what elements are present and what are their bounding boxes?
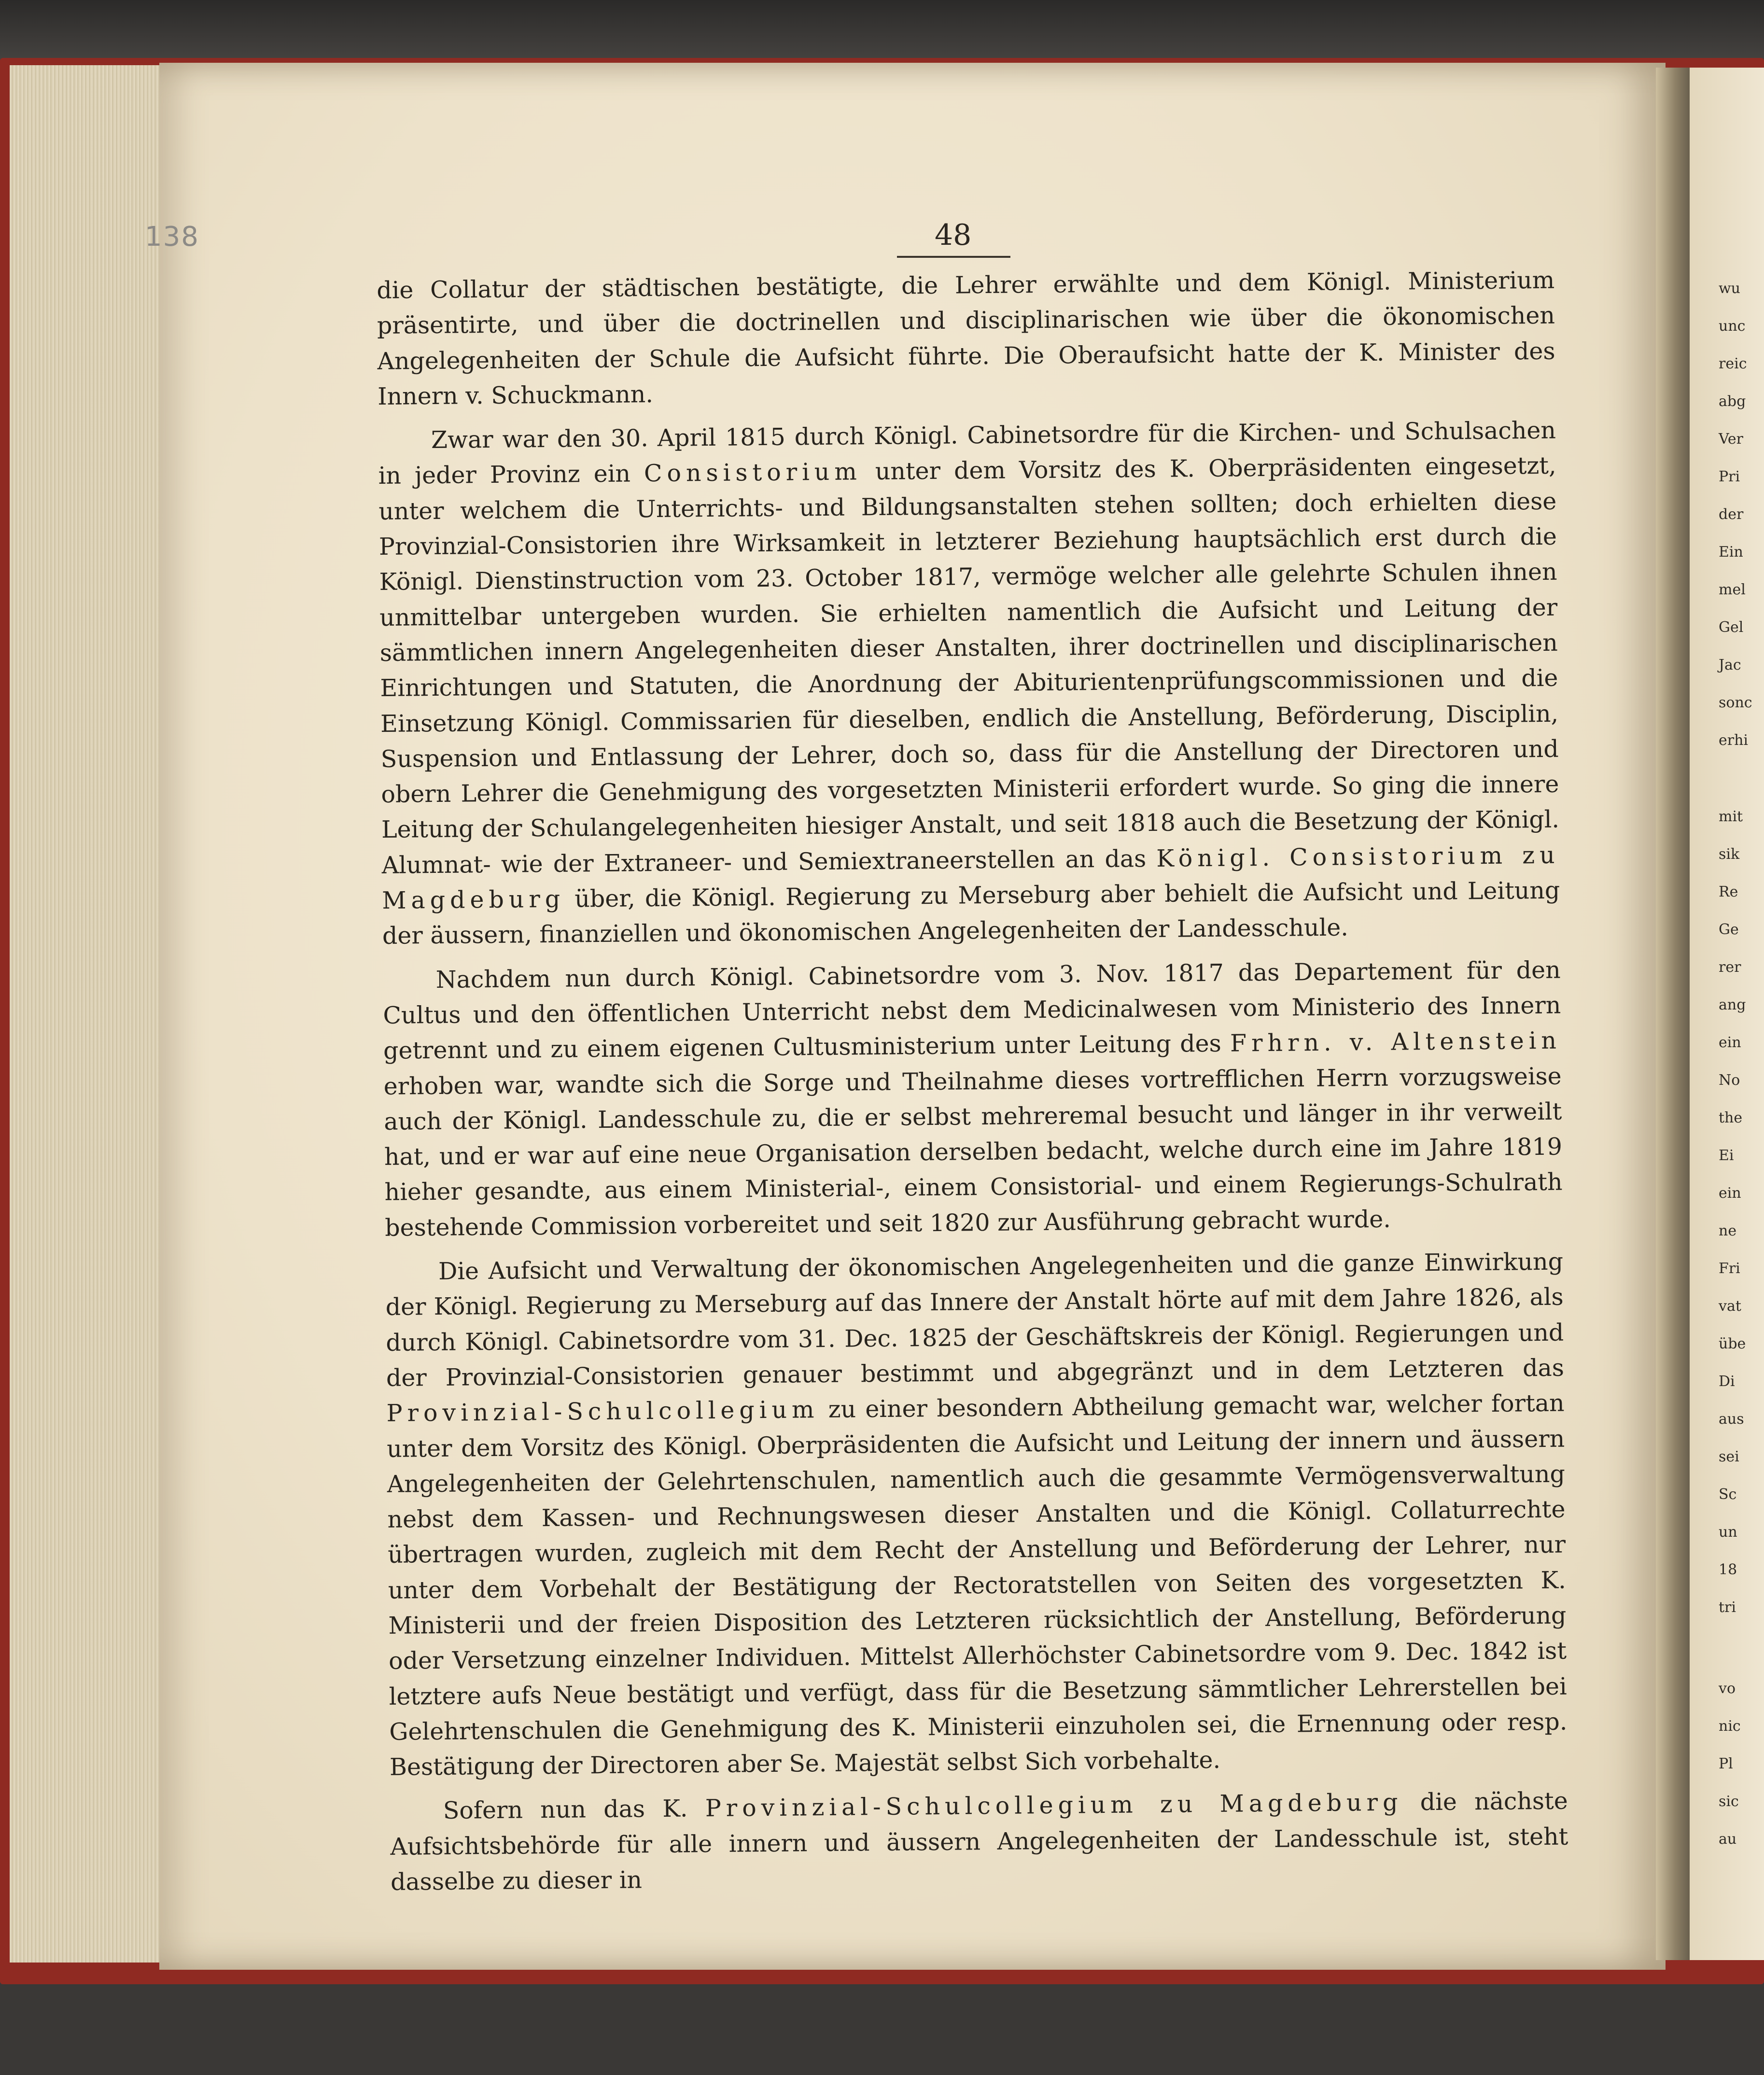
- facing-page-fragment: Pl: [1719, 1755, 1733, 1772]
- facing-page-fragment: der: [1719, 506, 1744, 523]
- facing-page-fragment: Gel: [1719, 619, 1744, 636]
- facing-page-fragment: sonc: [1719, 694, 1752, 711]
- facing-page-fragment: sic: [1719, 1793, 1739, 1810]
- facing-page-fragment: Re: [1719, 883, 1738, 900]
- facing-page-fragment: Ei: [1719, 1147, 1734, 1164]
- facing-page-fragment: sik: [1719, 846, 1740, 863]
- facing-page-fragment: Ge: [1719, 921, 1739, 938]
- facing-page-fragment: Jac: [1719, 657, 1741, 673]
- facing-page-fragment: tri: [1719, 1599, 1736, 1616]
- facing-page-fragment: abg: [1719, 393, 1746, 410]
- facing-page-fragment: rer: [1719, 959, 1741, 976]
- paragraph: [382, 952, 1563, 1246]
- facing-page-fragment: ein: [1719, 1185, 1741, 1202]
- text-run: die nächste Aufsichtsbehörde für alle innern und äussern Angelegenheiten der Landesschule ist, steht dasselbe zu dieser in: [390, 1787, 1568, 1896]
- facing-page-fragment: ne: [1719, 1222, 1737, 1239]
- facing-page-fragment: übe: [1719, 1335, 1746, 1352]
- text-run: zu einer besondern Abtheilung gemacht war, welcher fortan unter dem Vorsitz des Königl. Oberpräsidenten die Aufsicht und Leitung der innern und äussern Angelegenheiten der Gelehrtenschulen, namentlich auch die gesammte Vermögensverwaltung nebst dem Kassen- und Rechnungswesen dieser Anstalten und die Königl. Collaturrechte übertragen wurden, zugleich mit dem Recht der Anstellung und Beförderung der Lehrer, nur unter dem Vorbehalt der Bestätigung der Rectoratstellen von Seiten des vorgesetzten K. Ministerii und der freien Disposition des Letzteren rücksichtlich der Anstellung, Beförderung oder Versetzung einzelner Individuen. Mittelst Allerhöchster Cabinetsordre vom 9. Dec. 1842 ist letztere aufs Neue bestätigt und verfügt, dass für die Besetzung sämmtlicher Lehrerstellen bei Gelehrtenschulen die Genehmigung des K. Ministerii einzuholen sei, die Ernennung oder resp. Bestätigung der Directoren aber Se. Majestät selbst Sich vorbehalte.: [387, 1389, 1568, 1781]
- text-run: Die Aufsicht und Verwaltung der ökonomischen Angelegenheiten und die ganze Einwirkung der Königl. Regierung zu Merseburg auf das Innere der Anstalt hörte auf mit dem Jahre 1826, als durch Königl. Cabinetsordre vom 31. Dec. 1825 der Geschäftskreis der Königl. Regierungen und der Provinzial-Consistorien genauer bestimmt und abgegränzt und in dem Letzteren das: [385, 1248, 1565, 1392]
- paragraph: [378, 413, 1561, 954]
- text-run: erhoben war, wandte sich die Sorge und Theilnahme dieses vortrefflichen Herrn vorzugsweise auch der Königl. Landesschule zu, die er selbst mehreremal besucht und länger in ihr verweilt hat, und er war auf eine neue Organisation derselben bedacht, welche durch eine im Jahre 1819 hieher gesandte, aus einem Ministerial-, einem Consistorial- und einem Regierungs-Schulrath bestehende Commission vorbereitet und seit 1820 zur Ausführung gebracht wurde.: [383, 1062, 1563, 1242]
- spaced-emphasis: Provinzial-Schulcollegium zu Magdeburg: [705, 1789, 1403, 1823]
- facing-page-fragment: 18: [1719, 1561, 1737, 1578]
- facing-page-fragment: sei: [1719, 1448, 1739, 1465]
- facing-page-fragment: Di: [1719, 1373, 1735, 1390]
- paragraph: [377, 263, 1555, 414]
- text-run: Sofern nun das K.: [443, 1795, 706, 1825]
- text-run: die Collatur der städtischen bestätigte, die Lehrer erwählte und dem Königl. Ministerium präsentirte, und über die doctrinellen und disciplinarischen wie über die ökonomischen Angelegenheiten der Schule die Aufsicht führte. Die Oberaufsicht hatte der K. Minister des Innern v. Schuckmann.: [377, 266, 1555, 410]
- facing-page-fragment: Sc: [1719, 1486, 1737, 1503]
- facing-page-fragment: Ein: [1719, 544, 1743, 561]
- facing-page-fragment: nic: [1719, 1718, 1741, 1735]
- handwritten-page-note: 138: [145, 221, 199, 252]
- facing-page-fragment: aus: [1719, 1411, 1744, 1428]
- text-run: Nachdem nun durch Königl. Cabinetsordre vom 3. Nov. 1817 das Departement für den Cultus und den öffentlichen Unterricht nebst dem Medicinalwesen vom Ministerio des Innern getrennt und zu einem eigenen Cultusministerium unter Leitung des: [383, 956, 1561, 1065]
- page-number: 48: [935, 218, 972, 252]
- facing-page: [1690, 68, 1764, 1960]
- paragraph: [390, 1783, 1568, 1900]
- facing-page-fragment: unc: [1719, 318, 1746, 335]
- spaced-emphasis: Provinzial-Schulcollegium: [386, 1396, 819, 1428]
- facing-page-fragment: au: [1719, 1831, 1737, 1848]
- facing-page-fragment: erhi: [1719, 732, 1749, 749]
- facing-page-fragment: the: [1719, 1109, 1743, 1126]
- facing-page-fragment: reic: [1719, 355, 1747, 372]
- facing-page-fragment: ein: [1719, 1034, 1741, 1051]
- text-run: über, die Königl. Regierung zu Merseburg aber behielt die Aufsicht und Leitung der äussern, finanziellen und ökonomischen Angelegenheiten der Landesschule.: [382, 876, 1560, 950]
- text-run: unter dem Vorsitz des K. Oberpräsidenten eingesetzt, unter welchem die Unterrichts- und Bildungsanstalten stehen sollten; doch erhielten diese Provinzial-Consistorien ihre Wirksamkeit in letzterer Beziehung hauptsächlich erst durch die Königl. Dienstinstruction vom 23. October 1817, vermöge welcher alle gelehrte Schulen ihnen unmittelbar untergeben wurden. Sie erhielten namentlich die Aufsicht und Leitung der sämmtlichen innern Angelegenheiten dieser Anstalten, ihrer doctrinellen und disciplinarischen Einrichtungen und Statuten, die Anordnung der Abiturientenprüfungscommissionen und die Einsetzung Königl. Commissarien für dieselben, endlich die Anstellung, Beförderung, Disciplin, Suspension und Entlassung der Lehrer, doch so, dass für die Anstellung der Directoren und obern Lehrer die Genehmigung des vorgesetzten Ministerii erfordert wurde. So ging die innere Leitung der Schulangelegenheiten hiesiger Anstalt, und seit 1818 auch die Besetzung der Königl. Alumnat- wie der Extraneer- und Semiextraneerstellen an das: [378, 452, 1560, 879]
- spaced-emphasis: Königl. Consistorium zu Magdeburg: [382, 841, 1560, 914]
- page-stack-edges: [10, 65, 174, 1963]
- spaced-emphasis: Frhrn. v. Altenstein: [1230, 1026, 1562, 1057]
- text-run: Zwar war den 30. April 1815 durch Königl. Cabinetsordre für die Kirchen- und Schulsachen in jeder Provinz ein: [378, 416, 1556, 490]
- paragraph: [385, 1244, 1568, 1785]
- facing-page-fragment: mel: [1719, 581, 1746, 598]
- facing-page-fragment: vo: [1719, 1680, 1736, 1697]
- facing-page-fragment: Pri: [1719, 468, 1740, 485]
- facing-page-fragment: vat: [1719, 1298, 1741, 1315]
- book-gutter: [1656, 68, 1694, 1960]
- facing-page-fragment: ang: [1719, 996, 1746, 1013]
- facing-page-fragment: No: [1719, 1072, 1740, 1089]
- facing-page-fragment: wu: [1719, 280, 1740, 297]
- page-number-rule: [897, 256, 1010, 258]
- facing-page-fragment: Fri: [1719, 1260, 1740, 1277]
- facing-page-fragment: mit: [1719, 808, 1743, 825]
- spaced-emphasis: Consistorium: [644, 458, 862, 488]
- body-text: [377, 263, 1568, 1909]
- facing-page-fragment: Ver: [1719, 431, 1744, 448]
- facing-page-fragment: un: [1719, 1524, 1737, 1541]
